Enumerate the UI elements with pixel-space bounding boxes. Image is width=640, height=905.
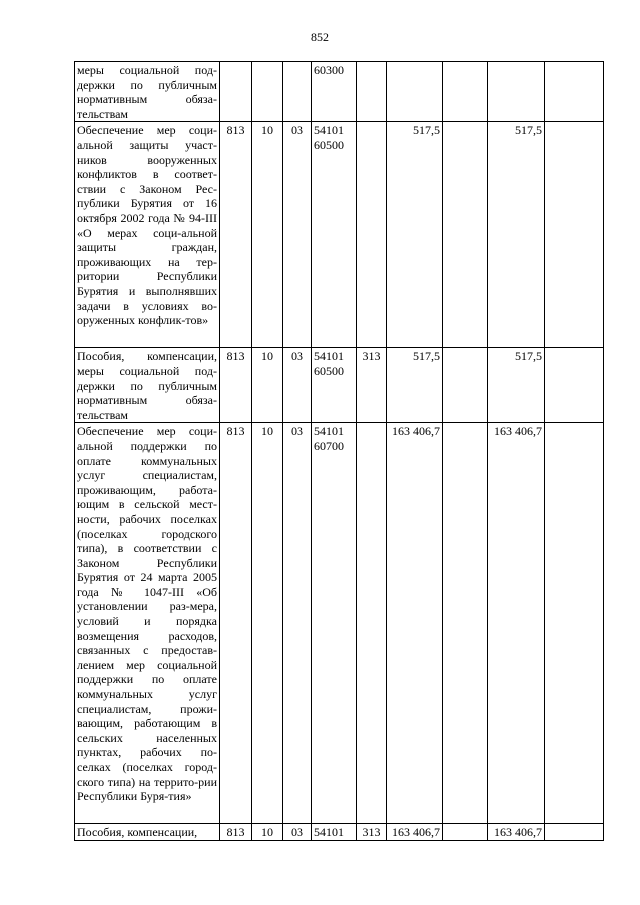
- empty-col-cell: [443, 62, 488, 122]
- row-name-cell: Обеспечение мер соци-альной поддержки по оплате коммунальных услуг специалистам, проживающим, работа-ющим в сельской мест-ности, рабочих поселках (поселках городского типа), в соответствии с Законом Республики Бурятия от 24 марта 2005 года № 1047-III «Об установлении раз-мера, условий и порядка возмещения расходов, связанных с предостав-лением мер социальной поддержки по оплате коммунальных услуг специалистам, прожи-вающим, работающим в сельских населенных пунктах, рабочих по-селках (поселках город-ского типа) на террито-рии Республики Буря-тия»: [75, 423, 220, 824]
- vr-cell: [357, 423, 387, 824]
- csr-code-line: 54101: [314, 349, 344, 364]
- csr-cell: [312, 122, 357, 348]
- vr-cell: 313: [357, 348, 387, 423]
- row-name-cell: Пособия, компенсации,: [75, 824, 220, 841]
- empty-col-cell: [443, 824, 488, 841]
- sum-year2-cell: 163 406,7: [488, 423, 545, 824]
- sum-year2-cell: 517,5: [488, 348, 545, 423]
- sum-year1-cell: 517,5: [387, 122, 443, 348]
- ved-cell: [220, 62, 252, 122]
- empty-col-cell: [443, 423, 488, 824]
- sum-year2-cell: 163 406,7: [488, 824, 545, 841]
- empty-col-cell: [545, 824, 604, 841]
- row-name-cell: меры социальной под-держки по публичным нормативным обяза-тельствам: [75, 62, 220, 122]
- podrazdel-cell: 03: [283, 348, 312, 423]
- sum-year2-cell: [488, 62, 545, 122]
- budget-table: [74, 61, 604, 841]
- ved-cell: 813: [220, 824, 252, 841]
- csr-cell: [312, 423, 357, 824]
- podrazdel-cell: 03: [283, 122, 312, 348]
- vr-cell: [357, 122, 387, 348]
- ved-cell: 813: [220, 423, 252, 824]
- csr-code-line: 60500: [314, 137, 344, 152]
- row-name-cell: Пособия, компенсации, меры социальной под-держки по публичным нормативным обяза-тельствам: [75, 348, 220, 423]
- sum-year1-cell: 517,5: [387, 348, 443, 423]
- csr-code-line: 60500: [314, 363, 344, 378]
- razdel-cell: 10: [252, 122, 283, 348]
- table-row: [75, 62, 604, 122]
- razdel-cell: [252, 62, 283, 122]
- empty-col-cell: [545, 423, 604, 824]
- podrazdel-cell: 03: [283, 423, 312, 824]
- csr-cell: [312, 348, 357, 423]
- table-row: [75, 122, 604, 348]
- csr-cell: [312, 62, 357, 122]
- sum-year2-cell: 517,5: [488, 122, 545, 348]
- podrazdel-cell: [283, 62, 312, 122]
- sum-year1-cell: 163 406,7: [387, 423, 443, 824]
- table-row: [75, 423, 604, 824]
- table-row: [75, 824, 604, 841]
- podrazdel-cell: 03: [283, 824, 312, 841]
- vr-cell: [357, 62, 387, 122]
- csr-code-line: 60700: [314, 438, 344, 453]
- empty-col-cell: [545, 348, 604, 423]
- sum-year1-cell: 163 406,7: [387, 824, 443, 841]
- row-name-cell: Обеспечение мер соци-альной защиты участ-ников вооруженных конфликтов в соответ-ствии с Законом Рес-публики Бурятия от 16 октября 2002 года № 94-III «О мерах соци-альной защиты граждан, проживающих на тер-ритории Республики Бурятия и выполнявших задачи в условиях во-оруженных конфлик-тов»: [75, 122, 220, 348]
- csr-code-line: 54101: [314, 825, 344, 840]
- csr-code-line: 60300: [314, 63, 344, 77]
- ved-cell: 813: [220, 348, 252, 423]
- csr-code-line: 54101: [314, 123, 344, 138]
- razdel-cell: 10: [252, 423, 283, 824]
- csr-cell: [312, 824, 357, 841]
- empty-col-cell: [545, 122, 604, 348]
- csr-code-line: 54101: [314, 424, 344, 439]
- table-row: [75, 348, 604, 423]
- vr-cell: 313: [357, 824, 387, 841]
- razdel-cell: 10: [252, 824, 283, 841]
- empty-col-cell: [443, 122, 488, 348]
- ved-cell: 813: [220, 122, 252, 348]
- empty-col-cell: [545, 62, 604, 122]
- page-number: 852: [311, 30, 329, 44]
- empty-col-cell: [443, 348, 488, 423]
- razdel-cell: 10: [252, 348, 283, 423]
- sum-year1-cell: [387, 62, 443, 122]
